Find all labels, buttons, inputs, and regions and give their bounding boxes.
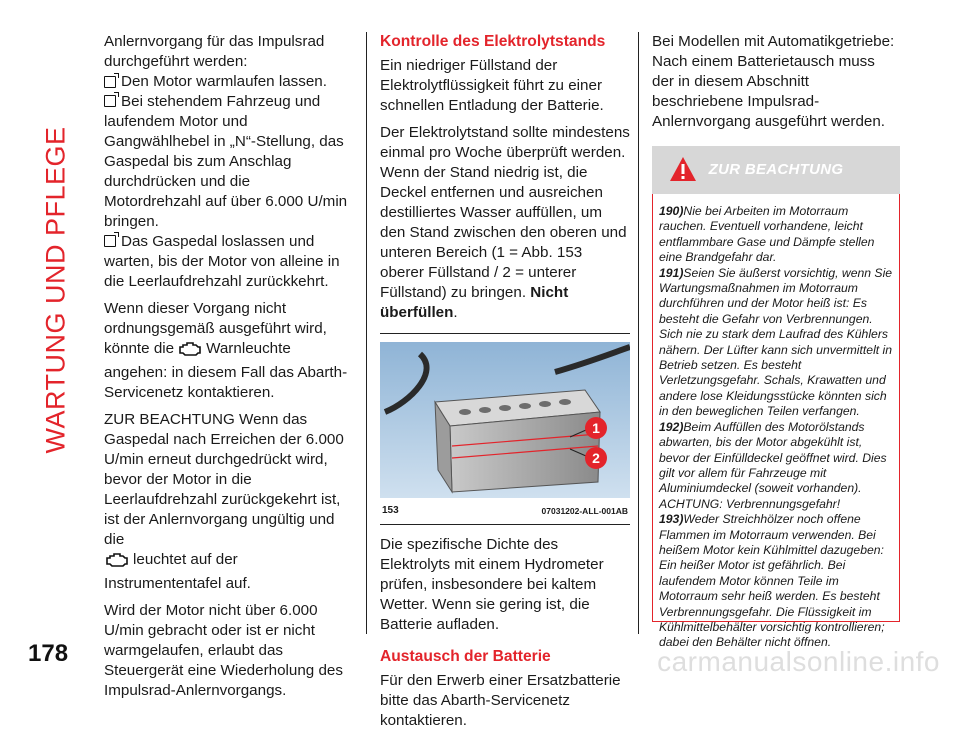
battery-figure <box>380 333 630 525</box>
notice-item <box>659 266 895 420</box>
callout-upper-level: 1 <box>592 420 600 436</box>
battery-illustration <box>380 342 630 498</box>
column-left <box>104 32 350 708</box>
step-item <box>104 232 350 292</box>
engine-warning-icon <box>104 552 130 574</box>
notice-number: 192) <box>659 419 684 434</box>
figure-number: 153 <box>382 505 399 516</box>
notice-item <box>659 512 895 651</box>
figure-code: 07031202-ALL-001AB <box>541 506 628 516</box>
column-right <box>652 32 900 650</box>
step-text: Bei stehendem Fahrzeug und laufendem Motor und Gangwählhebel in „N“-Stellung, das Gaspedal bis zum Anschlag durchdrücken und die Motordrehzahl auf über 6.000 U/min bringen. <box>104 93 348 230</box>
column-divider <box>366 32 367 634</box>
intro-text: Anlernvorgang für das Impulsrad durchgeführt werden: <box>104 33 325 70</box>
emphasis-text: Nicht überfüllen <box>380 284 569 321</box>
notice-text: Weder Streichhölzer noch offene Flammen im Motorraum verwenden. Bei heißem Motor kein Kühlmittel dazugeben: Ein heißer Motor ist gefährlich. Bei laufendem Motor können Teile im Motorraum sehr heiß werden. Es besteht Verbrennungsgefahr. Die Flüssigkeit im Kühlmittelbehälter vorsichtig kontrollieren; dabei den Behälter nicht öffnen. <box>659 512 885 650</box>
notice-header <box>652 146 900 194</box>
step-box-icon <box>104 95 116 107</box>
notice-number: 190) <box>659 204 684 218</box>
paragraph: Ein niedriger Füllstand der Elektrolytflüssigkeit führt zu einer schnellen Entladung der Batterie. <box>380 57 604 114</box>
paragraph <box>104 299 350 403</box>
paragraph: Für den Erwerb einer Ersatzbatterie bitte das Abarth-Servicenetz kontaktieren. <box>380 672 621 729</box>
notice-item <box>659 204 895 266</box>
paragraph-text: leuchtet auf der Instrumententafel auf. <box>104 551 251 592</box>
paragraph-text: Der Elektrolytstand sollte mindestens einmal pro Woche überprüft werden. Wenn der Stand niedrig ist, die Deckel entfernen und ausreichen destilliertes Wasser auffüllen, um den Stand zwischen den oberen und unteren Bereich (1 = Abb. 153 oberer Füllstand / 2 = unterer Füllstand) zu bringen. <box>380 124 630 301</box>
page-number: 178 <box>28 640 69 667</box>
paragraph-text: . <box>453 304 458 321</box>
paragraph <box>104 410 350 594</box>
step-text: Den Motor warmlaufen lassen. <box>121 73 327 90</box>
step-text: Das Gaspedal loslassen und warten, bis der Motor von alleine in die Leerlaufdrehzahl zurückkehrt. <box>104 233 340 290</box>
step-item <box>104 72 350 92</box>
watermark: carmanualsonline.info <box>657 646 940 677</box>
paragraph-text: Warnleuchte angehen: in diesem Fall das Abarth-Servicenetz kontaktieren. <box>104 340 348 401</box>
notice-item <box>659 420 895 512</box>
paragraph-text: Wenn dieser Vorgang nicht ordnungsgemäß ausgeführt wird, könnte die <box>104 300 327 357</box>
paragraph: Die spezifische Dichte des Elektrolyts mit einem Hydrometer prüfen, insbesondere bei kaltem Wetter. Wenn sie gering ist, die Batterie aufladen. <box>380 536 604 633</box>
step-box-icon <box>104 235 116 247</box>
heading-battery-replacement: Austausch der Batterie <box>380 648 551 665</box>
notice-number: 191) <box>659 265 684 280</box>
paragraph-text: ZUR BEACHTUNG Wenn das Gaspedal nach Erreichen der 6.000 U/min erneut durchgedrückt wird, bevor der Motor in die Leerlaufdrehzahl zurückgekehrt ist, ist der Anlernvorgang ungültig und die <box>104 411 344 548</box>
engine-warning-icon <box>177 341 203 363</box>
section-title-text: WARTUNG UND PFLEGE <box>40 126 71 454</box>
step-item <box>104 92 350 232</box>
column-divider <box>638 32 639 634</box>
notice-body <box>652 194 900 650</box>
paragraph: Bei Modellen mit Automatikgetriebe: Nach einem Batterietausch muss der in diesem Abschnitt beschriebene Impulsrad-Anlernvorgang ausgeführt werden. <box>652 33 895 130</box>
notice-text: Seien Sie äußerst vorsichtig, wenn Sie Wartungsmaßnahmen im Motorraum durchführen und der Motor heiß ist: Es besteht die Gefahr von Verbrennungen. Sich nie zu stark dem Laufrad des Kühlers nähern. Der Lüfter kann sich unvermittelt in Betrieb setzen. Es besteht Verletzungsgefahr. Schals, Krawatten und andere lose Kleidungsstücke könnten sich in den beweglichen Teilen verfangen. <box>659 265 893 419</box>
paragraph <box>380 123 630 323</box>
paragraph: Wird der Motor nicht über 6.000 U/min gebracht oder ist er nicht warmgelaufen, erlaubt das Steuergerät eine Wiederholung des Impulsrad-Anlernvorgangs. <box>104 602 343 699</box>
notice-title: ZUR BEACHTUNG <box>708 161 844 178</box>
step-box-icon <box>104 76 116 88</box>
notice-text: Nie bei Arbeiten im Motorraum rauchen. Eventuell vorhandene, leicht entflammbare Gase und Dämpfe stellen eine Brandgefahr dar. <box>659 204 875 265</box>
heading-electrolyte: Kontrolle des Elektrolytstands <box>380 33 606 50</box>
callout-lower-level: 2 <box>592 450 600 466</box>
notice-text: Beim Auffüllen des Motorölstands abwarten, bis der Motor abgekühlt ist, bevor der Einfülldeckel geöffnet wird. Dies gilt vor allem für Fahrzeuge mit Aluminiumdeckel (soweit vorhanden). ACHTUNG: Verbrennungsgefahr! <box>659 419 887 511</box>
column-middle <box>380 32 630 738</box>
notice-number: 193) <box>659 512 684 527</box>
